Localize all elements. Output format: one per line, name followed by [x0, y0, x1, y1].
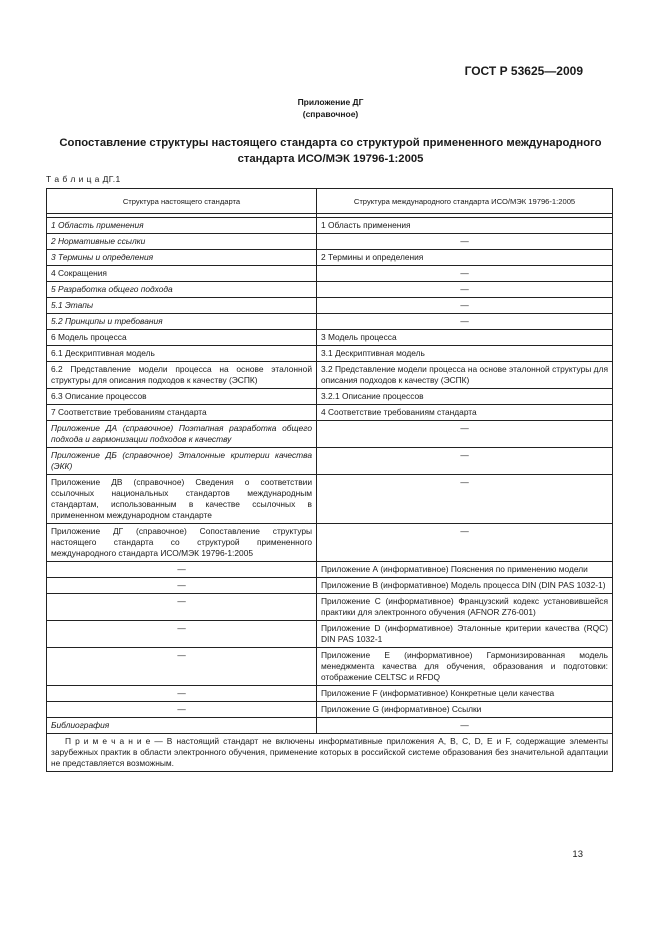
page-title: Сопоставление структуры настоящего стандарта со структурой примененного международного стандарта ИСО/МЭК 19796-1:2005: [59, 137, 602, 165]
table-row: [47, 578, 613, 594]
international-cell: 3 Модель процесса: [317, 330, 613, 346]
national-cell: 5 Разработка общего подхода: [47, 282, 317, 298]
table-row: [47, 448, 613, 475]
table-row: [47, 621, 613, 648]
national-cell: 6.2 Представление модели процесса на основе эталонной структуры для описания подходов к качеству (ЭСПК): [47, 362, 317, 389]
table-row: [47, 298, 613, 314]
table-row: [47, 562, 613, 578]
national-cell: 4 Сокращения: [47, 266, 317, 282]
national-cell: 1 Область применения: [47, 218, 317, 234]
table-row: [47, 718, 613, 734]
international-cell: —: [317, 234, 613, 250]
international-cell: 3.2 Представление модели процесса на основе эталонной структуры для описания подходов к качеству (ЭСПК): [317, 362, 613, 389]
table-row: [47, 594, 613, 621]
international-cell: —: [317, 298, 613, 314]
international-cell: Приложение G (информативное) Ссылки: [317, 702, 613, 718]
table-row: [47, 702, 613, 718]
national-cell: —: [47, 621, 317, 648]
national-cell: 5.2 Принципы и требования: [47, 314, 317, 330]
table-row: [47, 266, 613, 282]
international-cell: —: [317, 448, 613, 475]
international-cell: 3.2.1 Описание процессов: [317, 389, 613, 405]
national-cell: —: [47, 562, 317, 578]
table-note-row: [47, 734, 613, 772]
table-row: [47, 648, 613, 686]
national-cell: 6.3 Описание процессов: [47, 389, 317, 405]
national-cell: —: [47, 686, 317, 702]
national-cell: Приложение ДГ (справочное) Сопоставление структуры настоящего стандарта со структурой примененного международного стандарта ИСО/МЭК 19796-1:2005: [47, 524, 317, 562]
national-cell: 5.1 Этапы: [47, 298, 317, 314]
table-row: [47, 218, 613, 234]
national-cell: 6.1 Дескриптивная модель: [47, 346, 317, 362]
international-cell: Приложение С (информативное) Французский кодекс установившейся практики для электронного обучения (AFNOR Z76-001): [317, 594, 613, 621]
table-row: [47, 389, 613, 405]
table-row: [47, 346, 613, 362]
international-cell: Приложение А (информативное) Пояснения по применению модели: [317, 562, 613, 578]
national-cell: Приложение ДБ (справочное) Эталонные критерии качества (ЭКК): [47, 448, 317, 475]
national-cell: —: [47, 594, 317, 621]
international-cell: —: [317, 266, 613, 282]
table-row: [47, 282, 613, 298]
annex-type: (справочное): [302, 109, 359, 119]
table-row: [47, 330, 613, 346]
table-header-row: [47, 189, 613, 214]
table-row: [47, 405, 613, 421]
national-cell: 2 Нормативные ссылки: [47, 234, 317, 250]
table-row: [47, 475, 613, 524]
national-cell: Приложение ДВ (справочное) Сведения о соответствии ссылочных национальных стандартов международным стандартам, использованным в качестве ссылочных в примененном международном стандарте: [47, 475, 317, 524]
annex-label: Приложение ДГ: [297, 97, 364, 107]
table-row: [47, 250, 613, 266]
national-cell: Библиография: [47, 718, 317, 734]
national-cell: —: [47, 702, 317, 718]
international-cell: 1 Область применения: [317, 218, 613, 234]
column-header-international: Структура международного стандарта ИСО/МЭК 19796-1:2005: [317, 189, 613, 214]
international-cell: Приложение F (информативное) Конкретные цели качества: [317, 686, 613, 702]
international-cell: —: [317, 718, 613, 734]
international-cell: —: [317, 314, 613, 330]
national-cell: —: [47, 578, 317, 594]
comparison-table: [46, 188, 613, 772]
table-row: [47, 362, 613, 389]
column-header-national: Структура настоящего стандарта: [47, 189, 317, 214]
table-row: [47, 314, 613, 330]
national-cell: —: [47, 648, 317, 686]
national-cell: 6 Модель процесса: [47, 330, 317, 346]
international-cell: 3.1 Дескриптивная модель: [317, 346, 613, 362]
international-cell: —: [317, 421, 613, 448]
international-cell: —: [317, 524, 613, 562]
annex-heading: [0, 96, 661, 120]
table-row: [47, 421, 613, 448]
international-cell: Приложение В (информативное) Модель процесса DIN (DIN PAS 1032-1): [317, 578, 613, 594]
standard-code: ГОСТ Р 53625—2009: [464, 64, 583, 78]
international-cell: —: [317, 282, 613, 298]
national-cell: Приложение ДА (справочное) Поэтапная разработка общего подхода и гармонизации подходов к качеству: [47, 421, 317, 448]
table-caption: Т а б л и ц а ДГ.1: [46, 174, 121, 184]
international-cell: 2 Термины и определения: [317, 250, 613, 266]
international-cell: Приложение Е (информативное) Гармонизированная модель менеджмента качества для обучения, образования и подготовки: отображение CELTSC и RFDQ: [317, 648, 613, 686]
table-row: [47, 524, 613, 562]
national-cell: 7 Соответствие требованиям стандарта: [47, 405, 317, 421]
table-row: [47, 234, 613, 250]
international-cell: 4 Соответствие требованиям стандарта: [317, 405, 613, 421]
page-number: 13: [572, 849, 583, 860]
international-cell: —: [317, 475, 613, 524]
international-cell: Приложение D (информативное) Эталонные критерии качества (RQC) DIN PAS 1032-1: [317, 621, 613, 648]
table-row: [47, 686, 613, 702]
table-note: П р и м е ч а н и е — В настоящий стандарт не включены информативные приложения А, В, С, D, Е и F, содержащие элементы зарубежных практик в области электронного обучения, применение которых в российской системе образования без значительной адаптации не представляется возможным.: [47, 734, 613, 772]
national-cell: 3 Термины и определения: [47, 250, 317, 266]
